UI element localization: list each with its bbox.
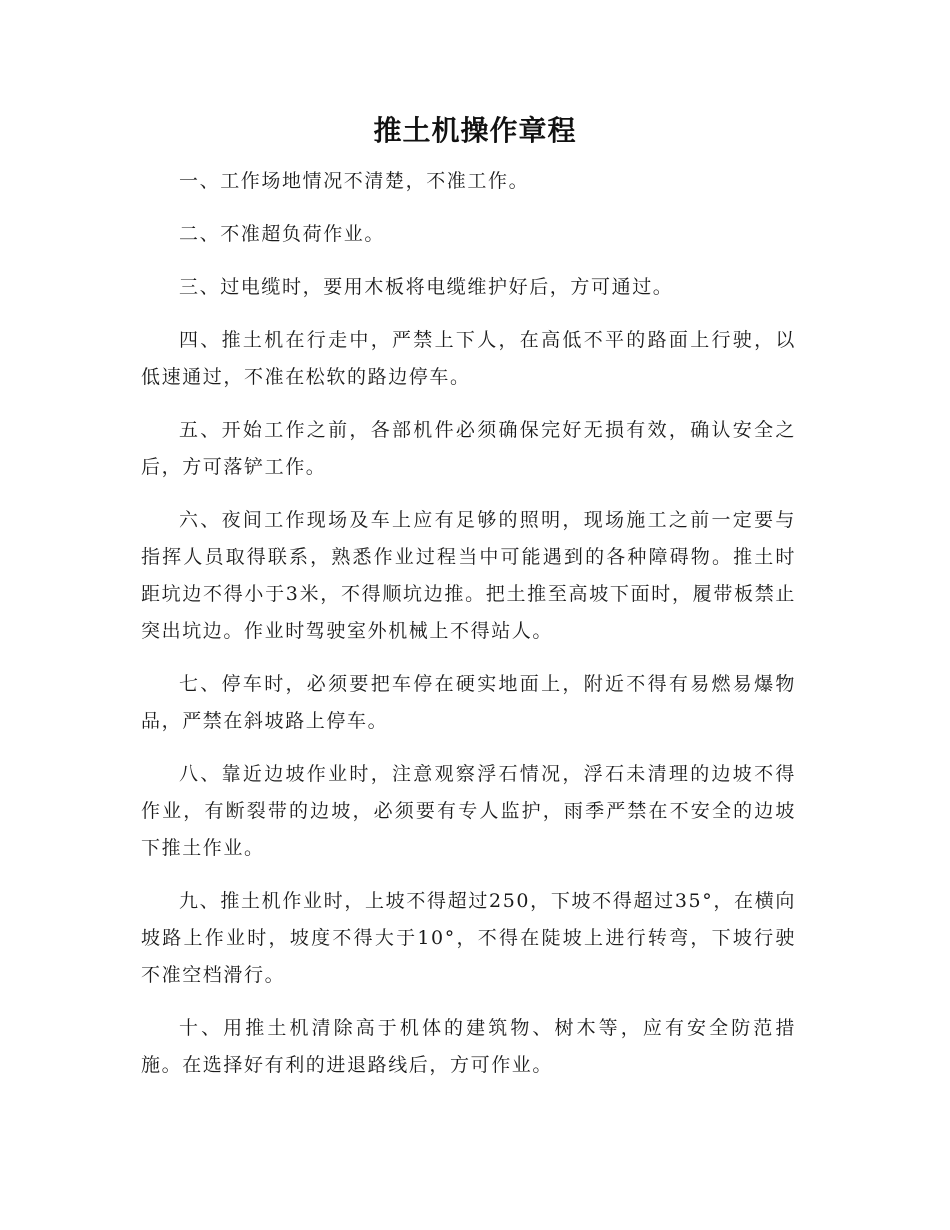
rule-paragraph-6: 六、夜间工作现场及车上应有足够的照明，现场施工之前一定要与指挥人员取得联系，熟悉作业过程当中可能遇到的各种障碍物。推土时距坑边不得小于3米，不得顺坑边推。把土推至高坡下面时，履带板禁止突出坑边。作业时驾驶室外机械上不得站人。	[141, 509, 796, 642]
rule-paragraph-8: 八、靠近边坡作业时，注意观察浮石情况，浮石未清理的边坡不得作业，有断裂带的边坡，必须要有专人监护，雨季严禁在不安全的边坡下推土作业。	[141, 763, 796, 859]
rule-paragraph-3: 三、过电缆时，要用木板将电缆维护好后，方可通过。	[179, 276, 674, 298]
rule-paragraph-2: 二、不准超负荷作业。	[179, 223, 386, 245]
rule-paragraph-9: 九、推土机作业时，上坡不得超过250，下坡不得超过35°，在横向坡路上作业时，坡度不得大于10°，不得在陡坡上进行转弯，下坡行驶不准空档滑行。	[141, 890, 796, 986]
rule-paragraph-4: 四、推土机在行走中，严禁上下人，在高低不平的路面上行驶，以低速通过，不准在松软的路边停车。	[141, 329, 796, 388]
document-body	[141, 163, 796, 1100]
rule-paragraph-10: 十、用推土机清除高于机体的建筑物、树木等，应有安全防范措施。在选择好有利的进退路线后，方可作业。	[141, 1017, 796, 1076]
page-title: 推土机操作章程	[373, 114, 577, 147]
rule-paragraph-5: 五、开始工作之前，各部机件必须确保完好无损有效，确认安全之后，方可落铲工作。	[141, 419, 796, 478]
rule-paragraph-7: 七、停车时，必须要把车停在硬实地面上，附近不得有易燃易爆物品，严禁在斜坡路上停车。	[141, 673, 796, 732]
rule-paragraph-1: 一、工作场地情况不清楚，不准工作。	[179, 170, 530, 192]
